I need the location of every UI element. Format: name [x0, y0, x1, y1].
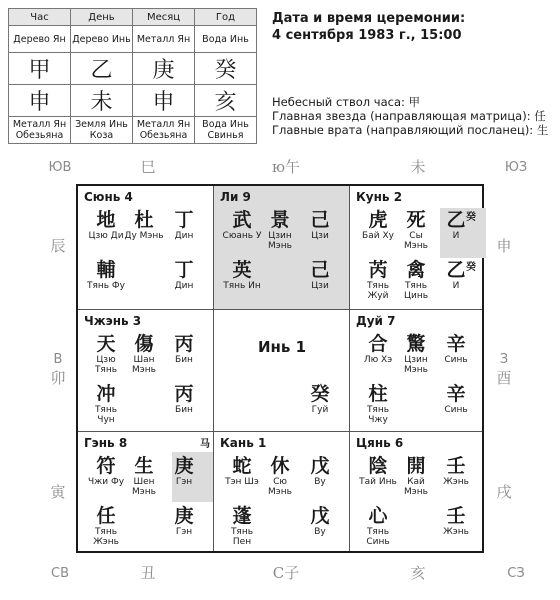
cell-reading: Бин [175, 355, 193, 365]
compass-north: С子 [272, 564, 300, 582]
palace-cell [358, 456, 398, 487]
cell-glyph: 丙 [174, 383, 194, 405]
palace-zhen [78, 310, 214, 432]
grid-divider-horizontal [78, 431, 482, 432]
palace-title: Инь 1 [258, 338, 307, 356]
grid-divider-vertical [213, 186, 214, 551]
cell-glyph: 符 [96, 455, 116, 477]
palace-dui [350, 310, 482, 432]
palace-title: Чжэнь 3 [84, 314, 142, 328]
cell-glyph: 壬 [446, 455, 466, 477]
cell-reading: Дин [174, 231, 194, 241]
cell-reading: Тэн Шэ [225, 477, 259, 487]
cell-reading: Гуй [311, 405, 329, 415]
cell-reading: Гэн [175, 477, 193, 487]
compass-northeast: СВ [51, 566, 69, 581]
cell-reading: Бай Ху [362, 231, 394, 241]
cell-reading: Тянь Чжу [366, 405, 390, 425]
palace-qian [350, 432, 482, 551]
palace-cell [436, 334, 476, 365]
palace-cell [222, 456, 262, 487]
cell-reading: Гэн [175, 527, 193, 537]
cell-reading: Сю Мэнь [268, 477, 292, 497]
cell-glyph: 蛇 [232, 455, 252, 477]
cell-reading: Тянь Пен [230, 527, 254, 547]
palace-cell [164, 384, 204, 415]
cell-glyph: 武 [232, 209, 252, 231]
palace-cell [300, 456, 340, 487]
pillars-table [8, 8, 257, 144]
stem-glyph: 庚 [133, 53, 195, 85]
stem-element: Дерево Инь [71, 26, 133, 53]
palace-cell [124, 456, 164, 497]
stem-element: Металл Ян [133, 26, 195, 53]
cell-glyph: 壬 [446, 505, 466, 527]
palace-cell [300, 210, 340, 241]
cell-glyph: 死 [406, 209, 426, 231]
cell-glyph: 戊 [310, 455, 330, 477]
cell-glyph: 地 [96, 209, 116, 231]
compass-right-xu: 戌 [496, 483, 512, 501]
branch-element: Металл Ян Обезьяна [9, 117, 71, 144]
cell-superscript: 癸 [466, 212, 476, 223]
palace-cell [86, 456, 126, 487]
palace-cell [86, 506, 126, 547]
palace-kun [350, 186, 482, 310]
info-main-gate: Главные врата (направляющий посланец): 生 [272, 123, 549, 137]
cell-glyph: 景 [270, 209, 290, 231]
stem-glyph: 乙 [71, 53, 133, 85]
palace-cell [86, 260, 126, 291]
ceremony-datetime: 4 сентября 1983 г., 15:00 [272, 28, 462, 43]
cell-reading: Тай Инь [359, 477, 397, 487]
palace-cell [164, 456, 204, 487]
cell-reading: Кай Мэнь [404, 477, 428, 497]
cell-glyph: 己 [310, 259, 330, 281]
pillar-header-day: День [71, 9, 133, 26]
cell-glyph: 傷 [134, 333, 154, 355]
cell-reading: И [452, 231, 460, 241]
info-main-star: Главная звезда (направляющая матрица): 任 [272, 109, 546, 123]
palace-cell [164, 260, 204, 291]
cell-glyph: 輔 [96, 259, 116, 281]
cell-glyph: 芮 [368, 259, 388, 281]
cell-glyph: 丙 [174, 333, 194, 355]
compass-southwest: ЮЗ [504, 160, 528, 175]
palace-title: Сюнь 4 [84, 190, 133, 204]
cell-reading: Жэнь [443, 477, 469, 487]
cell-glyph: 乙 [446, 259, 466, 281]
cell-glyph: 辛 [446, 333, 466, 355]
palace-cell [436, 456, 476, 487]
cell-reading: Цзю Тянь [94, 355, 118, 375]
cell-glyph: 癸 [310, 383, 330, 405]
palace-cell [86, 210, 126, 241]
palace-cell [396, 210, 436, 251]
cell-glyph: 禽 [406, 259, 426, 281]
cell-reading: Ву [314, 527, 326, 537]
stem-element-row [9, 26, 257, 53]
compass-east: В [53, 352, 63, 367]
cell-glyph: 英 [232, 259, 252, 281]
palace-cell [358, 334, 398, 365]
cell-glyph: 驚 [406, 333, 426, 355]
cell-glyph: 丁 [174, 259, 194, 281]
horse-star-mark: 马 [200, 439, 210, 450]
ceremony-title: Дата и время церемонии: [272, 11, 466, 26]
cell-reading: Цзи [311, 231, 329, 241]
cell-reading: Сы Мэнь [404, 231, 428, 251]
cell-reading: Шен Мэнь [132, 477, 156, 497]
cell-reading: Синь [444, 405, 468, 415]
ceremony-heading [272, 10, 465, 44]
cell-reading: Синь [444, 355, 468, 365]
palace-cell [124, 334, 164, 375]
cell-glyph: 己 [310, 209, 330, 231]
palace-cell [86, 384, 126, 425]
cell-reading: Тянь Чун [94, 405, 118, 425]
palace-cell [222, 210, 262, 241]
cell-glyph: 柱 [368, 383, 388, 405]
palace-cell [300, 384, 340, 415]
cell-reading: Ду Мэнь [124, 231, 164, 241]
palace-cell [358, 260, 398, 301]
grid-divider-vertical [349, 186, 350, 551]
palace-cell [436, 506, 476, 537]
cell-glyph: 任 [96, 505, 116, 527]
compass-west: З [499, 352, 509, 367]
cell-superscript: 癸 [466, 262, 476, 273]
compass-left-yin: 寅 [50, 483, 66, 501]
compass-bottom-chou: 丑 [140, 564, 156, 582]
compass-left-chen: 辰 [50, 237, 66, 255]
stem-glyph: 甲 [9, 53, 71, 85]
compass-southeast: ЮВ [48, 160, 72, 175]
palace-cell [164, 506, 204, 537]
branch-element-row [9, 117, 257, 144]
palace-cell [436, 384, 476, 415]
cell-glyph: 虎 [368, 209, 388, 231]
nine-palace-grid [76, 184, 484, 553]
compass-bottom-hai: 亥 [410, 564, 426, 582]
palace-cell [396, 260, 436, 301]
palace-cell [300, 260, 340, 291]
cell-glyph: 杜 [134, 209, 154, 231]
palace-cell [164, 210, 204, 241]
cell-reading: Тянь Ин [223, 281, 261, 291]
cell-reading: Тянь Цинь [403, 281, 429, 301]
cell-reading: Тянь Жуй [366, 281, 390, 301]
branch-glyph: 申 [9, 85, 71, 117]
palace-li [214, 186, 350, 310]
palace-cell [358, 506, 398, 547]
cell-glyph: 乙 [446, 209, 466, 231]
pillar-header-year: Год [195, 9, 257, 26]
compass-left-mao: 卯 [50, 369, 66, 387]
cell-reading: Жэнь [443, 527, 469, 537]
cell-glyph: 戊 [310, 505, 330, 527]
branch-glyph: 亥 [195, 85, 257, 117]
cell-reading: Шан Мэнь [132, 355, 156, 375]
compass-right-you: 酉 [496, 369, 512, 387]
palace-cell [222, 506, 262, 547]
compass-right-shen: 申 [496, 237, 512, 255]
compass-top-si: 巳 [140, 158, 156, 176]
palace-title: Кань 1 [220, 436, 267, 450]
pillars-header-row [9, 9, 257, 26]
branch-element: Вода Инь Свинья [195, 117, 257, 144]
palace-cell [222, 260, 262, 291]
palace-title: Цянь 6 [356, 436, 404, 450]
cell-glyph: 合 [368, 333, 388, 355]
palace-cell [358, 210, 398, 241]
branch-element: Земля Инь Коза [71, 117, 133, 144]
pillar-header-hour: Час [9, 9, 71, 26]
cell-reading: Цзи [311, 281, 329, 291]
compass-northwest: СЗ [507, 566, 525, 581]
cell-reading: Тянь Фу [86, 281, 126, 291]
cell-reading: Сюань У [222, 231, 262, 241]
cell-reading: Цзин Мэнь [404, 355, 428, 375]
palace-title: Кунь 2 [356, 190, 403, 204]
cell-glyph: 生 [134, 455, 154, 477]
palace-xun [78, 186, 214, 310]
palace-title: Ли 9 [220, 190, 251, 204]
grid-divider-horizontal [78, 309, 482, 310]
cell-glyph: 丁 [174, 209, 194, 231]
palace-center [214, 310, 350, 432]
cell-glyph: 冲 [96, 383, 116, 405]
cell-reading: Дин [174, 281, 194, 291]
palace-cell [396, 334, 436, 375]
cell-reading: Лю Хэ [363, 355, 393, 365]
branch-row [9, 85, 257, 117]
info-hour-stem: Небесный ствол часа: 甲 [272, 95, 421, 109]
palace-kan [214, 432, 350, 551]
cell-glyph: 開 [406, 455, 426, 477]
cell-reading: Тянь Жэнь [93, 527, 119, 547]
cell-reading: Цзю Ди [88, 231, 124, 241]
palace-cell [86, 334, 126, 375]
cell-reading: И [452, 281, 460, 291]
cell-glyph: 辛 [446, 383, 466, 405]
branch-element: Металл Ян Обезьяна [133, 117, 195, 144]
compass-top-wei: 未 [410, 158, 426, 176]
cell-glyph: 天 [96, 333, 116, 355]
palace-cell [358, 384, 398, 425]
cell-glyph: 休 [270, 455, 290, 477]
branch-glyph: 未 [71, 85, 133, 117]
cell-reading: Бин [175, 405, 193, 415]
cell-glyph: 庚 [174, 505, 194, 527]
palace-title: Дуй 7 [356, 314, 396, 328]
palace-cell [260, 210, 300, 251]
palace-gen [78, 432, 214, 551]
palace-cell [164, 334, 204, 365]
cell-glyph: 庚 [174, 455, 194, 477]
cell-reading: Тянь Синь [366, 527, 390, 547]
palace-title: Гэнь 8 [84, 436, 128, 450]
cell-reading: Ву [314, 477, 326, 487]
cell-reading: Цзин Мэнь [268, 231, 292, 251]
cell-glyph: 陰 [368, 455, 388, 477]
stem-element: Вода Инь [195, 26, 257, 53]
cell-reading: Чжи Фу [87, 477, 125, 487]
palace-cell [396, 456, 436, 497]
palace-cell [124, 210, 164, 241]
palace-cell [260, 456, 300, 497]
compass-south: ю午 [271, 158, 301, 176]
cell-glyph: 心 [368, 505, 388, 527]
pillar-header-month: Месяц [133, 9, 195, 26]
palace-cell [300, 506, 340, 537]
stem-row [9, 53, 257, 85]
cell-glyph: 蓬 [232, 505, 252, 527]
stem-glyph: 癸 [195, 53, 257, 85]
branch-glyph: 申 [133, 85, 195, 117]
stem-element: Дерево Ян [9, 26, 71, 53]
